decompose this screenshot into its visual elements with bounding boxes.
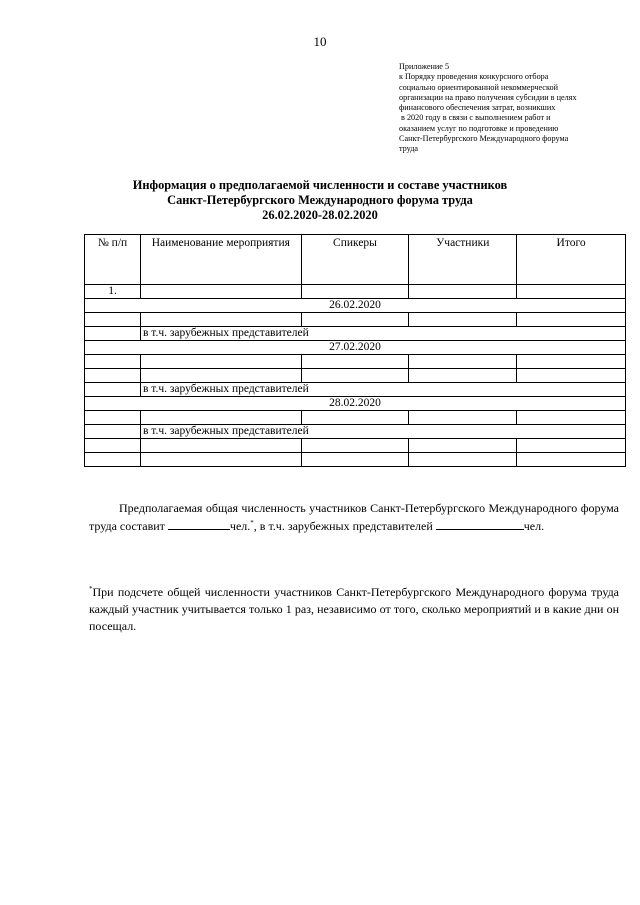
annex-line: Санкт-Петербургского Международного форума: [399, 134, 569, 144]
table-cell: [85, 411, 141, 425]
header-speakers: Спикеры: [301, 235, 409, 285]
footnote-star: *: [89, 585, 93, 593]
foreign-row: [85, 327, 626, 341]
page-number: 10: [313, 34, 327, 49]
header-number: № п/п: [85, 235, 141, 285]
table-row: [85, 411, 626, 425]
date-row: [85, 341, 626, 355]
table-cell: [301, 453, 409, 467]
annex-header: [399, 62, 621, 155]
table-cell: [301, 313, 409, 327]
summary-unit-2: чел.: [523, 519, 545, 533]
summary-unit: чел.: [229, 519, 251, 533]
table-row: [85, 453, 626, 467]
table-cell: [517, 285, 626, 299]
table-cell: [517, 369, 626, 383]
table-cell: [409, 369, 517, 383]
table-cell: [517, 411, 626, 425]
date-cell: 27.02.2020: [85, 341, 626, 355]
table-cell: [85, 425, 141, 439]
table-cell: [409, 411, 517, 425]
footnote-text: При подсчете общей численности участников Санкт-Петербургского Международного форума труда каждый участник учитывается только 1 раз, независимо от того, сколько мероприятий и в какие дни он посещал.: [89, 585, 619, 633]
document-title: [0, 178, 640, 223]
table-cell: [85, 439, 141, 453]
table-row: [85, 439, 626, 453]
total-count-blank: [168, 517, 230, 530]
annex-line: организации на право получения субсидии в целях: [399, 92, 577, 102]
table-header-row: [85, 235, 626, 285]
foreign-count-blank: [436, 517, 524, 530]
table-row: [85, 355, 626, 369]
table-cell: [517, 355, 626, 369]
date-cell: 26.02.2020: [85, 299, 626, 313]
title-line-3: 26.02.2020-28.02.2020: [262, 208, 378, 222]
foreign-label: в т.ч. зарубежных представителей: [141, 327, 626, 341]
table-cell: [409, 355, 517, 369]
table-cell: [85, 327, 141, 341]
date-row: [85, 299, 626, 313]
header-total: Итого: [517, 235, 626, 285]
table-row: [85, 369, 626, 383]
row-number: 1.: [85, 285, 141, 299]
table-cell: [141, 411, 302, 425]
title-line-2: Санкт-Петербургского Международного форума труда: [167, 193, 473, 207]
summary-text-3: , в т.ч. зарубежных представителей: [253, 519, 436, 533]
title-line-1: Информация о предполагаемой численности и составе участников: [132, 178, 508, 192]
header-event: Наименование мероприятия: [141, 235, 302, 285]
table-cell: [85, 313, 141, 327]
table-cell: [409, 313, 517, 327]
annex-line: в 2020 году в связи с выполнением работ и: [399, 113, 551, 123]
table-cell: [517, 453, 626, 467]
table-cell: [301, 439, 409, 453]
header-participants: Участники: [409, 235, 517, 285]
date-row: [85, 397, 626, 411]
table-row: [85, 313, 626, 327]
table-cell: [409, 439, 517, 453]
annex-line: социально ориентированной некоммерческой: [399, 82, 558, 92]
table-cell: [409, 285, 517, 299]
footnote: [89, 584, 619, 635]
annex-line: к Порядку проведения конкурсного отбора: [399, 72, 549, 82]
table-cell: [141, 355, 302, 369]
table-cell: [301, 285, 409, 299]
table-cell: [85, 369, 141, 383]
foreign-label: в т.ч. зарубежных представителей: [141, 383, 626, 397]
table-cell: [301, 369, 409, 383]
date-cell: 28.02.2020: [85, 397, 626, 411]
participants-table: [84, 234, 626, 467]
summary-text-1: Предполагаемая общая численность участников Санкт-Петербургского Международного форума труда составит: [89, 501, 619, 533]
table-row: [85, 285, 626, 299]
table-cell: [85, 383, 141, 397]
table-cell: [409, 453, 517, 467]
summary-paragraph: [89, 500, 619, 535]
table-cell: [301, 411, 409, 425]
table-cell: [141, 313, 302, 327]
foreign-row: [85, 383, 626, 397]
foreign-row: [85, 425, 626, 439]
foreign-label: в т.ч. зарубежных представителей: [141, 425, 626, 439]
table-cell: [85, 355, 141, 369]
annex-line: труда: [399, 144, 419, 154]
table-cell: [517, 439, 626, 453]
table-cell: [141, 369, 302, 383]
annex-line: Приложение 5: [399, 62, 450, 71]
table-cell: [141, 453, 302, 467]
table-cell: [141, 285, 302, 299]
table-cell: [85, 453, 141, 467]
footnote-marker: *: [250, 519, 254, 527]
table-cell: [301, 355, 409, 369]
annex-line: финансового обеспечения затрат, возникших: [399, 103, 556, 113]
annex-line: оказанием услуг по подготовке и проведению: [399, 123, 559, 133]
table-cell: [141, 439, 302, 453]
table-cell: [517, 313, 626, 327]
